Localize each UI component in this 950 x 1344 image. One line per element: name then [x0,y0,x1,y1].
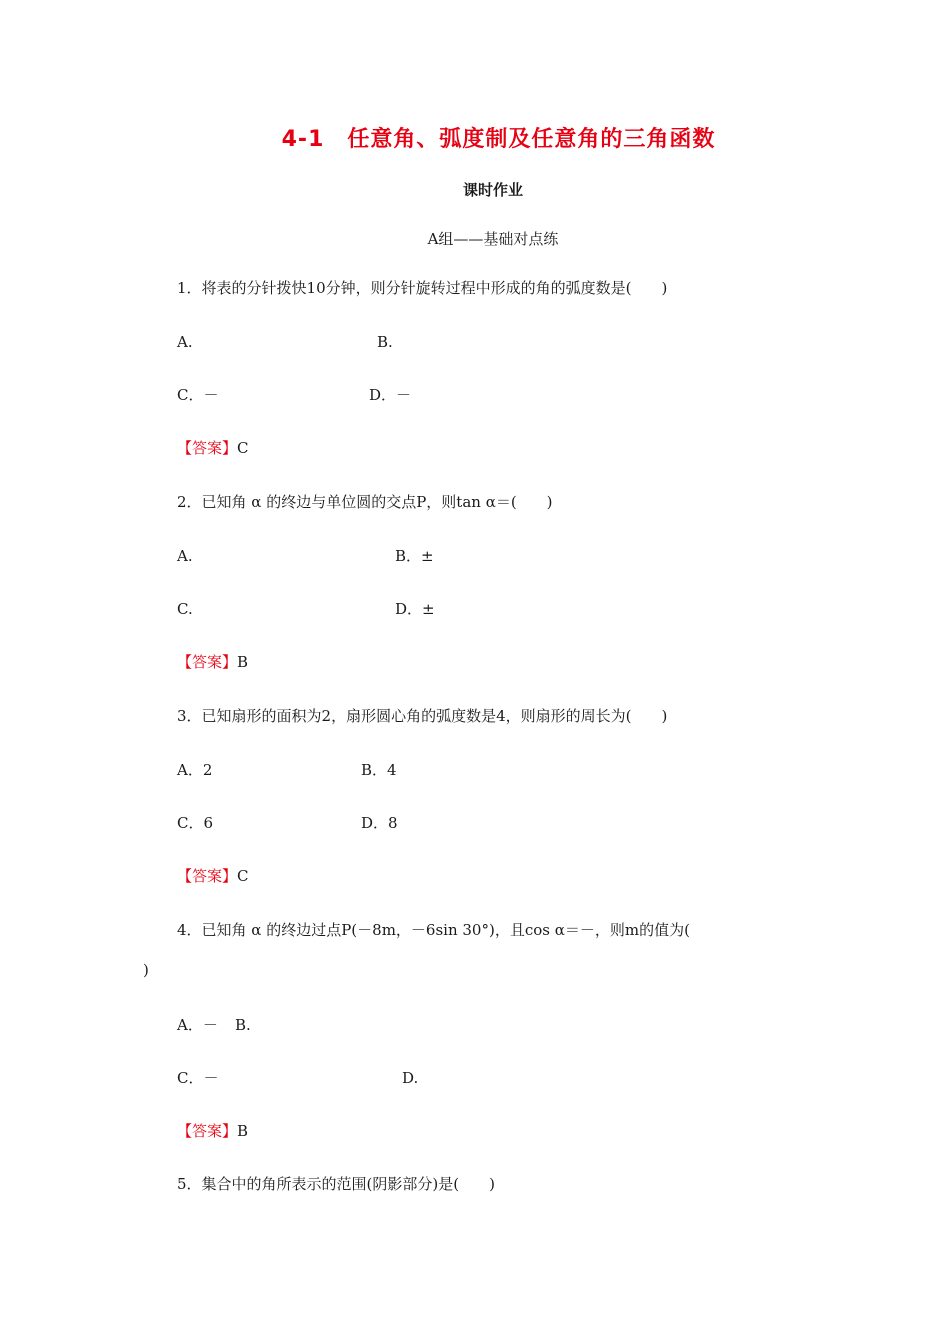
question-2-stem: 2．已知角 α 的终边与单位圆的交点P，则tan α＝( ) [177,493,553,511]
answer-value: C [237,439,249,457]
answer-tag: 【答案】 [177,653,238,671]
answer-value: B [237,1122,249,1140]
question-2-option-c: C. [177,600,193,618]
answer-value: C [237,867,249,885]
question-1-option-c: C．－ [177,386,219,404]
question-2-answer [177,652,248,672]
question-3-option-d: D．8 [361,814,398,832]
question-1-option-b: B. [377,333,393,351]
question-4-answer [177,1121,248,1141]
question-2-option-a: A. [177,547,193,565]
answer-tag: 【答案】 [177,439,238,457]
question-3-option-c: C．6 [177,814,214,832]
question-3-answer [177,866,249,886]
answer-value: B [237,653,249,671]
section-subtitle: 课时作业 [462,181,523,199]
question-1-stem: 1．将表的分针拨快10分钟，则分针旋转过程中形成的角的弧度数是( ) [177,279,668,297]
question-5-stem: 5．集合中的角所表示的范围(阴影部分)是( ) [177,1175,495,1193]
question-1-option-a: A. [177,333,193,351]
answer-tag: 【答案】 [177,867,238,885]
question-3-option-a: A．2 [177,761,213,779]
answer-tag: 【答案】 [177,1122,238,1140]
question-4-option-a: A．－ [177,1016,218,1034]
question-4-option-b: B. [235,1016,251,1034]
group-label: A组——基础对点练 [427,230,559,248]
question-3-stem: 3．已知扇形的面积为2，扇形圆心角的弧度数是4，则扇形的周长为( ) [177,707,668,725]
question-3-option-b: B．4 [361,761,397,779]
question-1-option-d: D．－ [369,386,412,404]
question-4-option-d: D. [402,1069,419,1087]
question-2-option-b: B．± [395,547,434,565]
question-1-answer [177,438,249,458]
page-title: 4-1 任意角、弧度制及任意角的三角函数 [281,127,716,152]
question-2-option-d: D．± [395,600,435,618]
question-4-stem: 4．已知角 α 的终边过点P(－8m，－6sin 30°)，且cos α＝－，则m的值为( [177,921,690,939]
question-4-stem-wrap: ) [143,961,149,979]
question-4-option-c: C．－ [177,1069,219,1087]
